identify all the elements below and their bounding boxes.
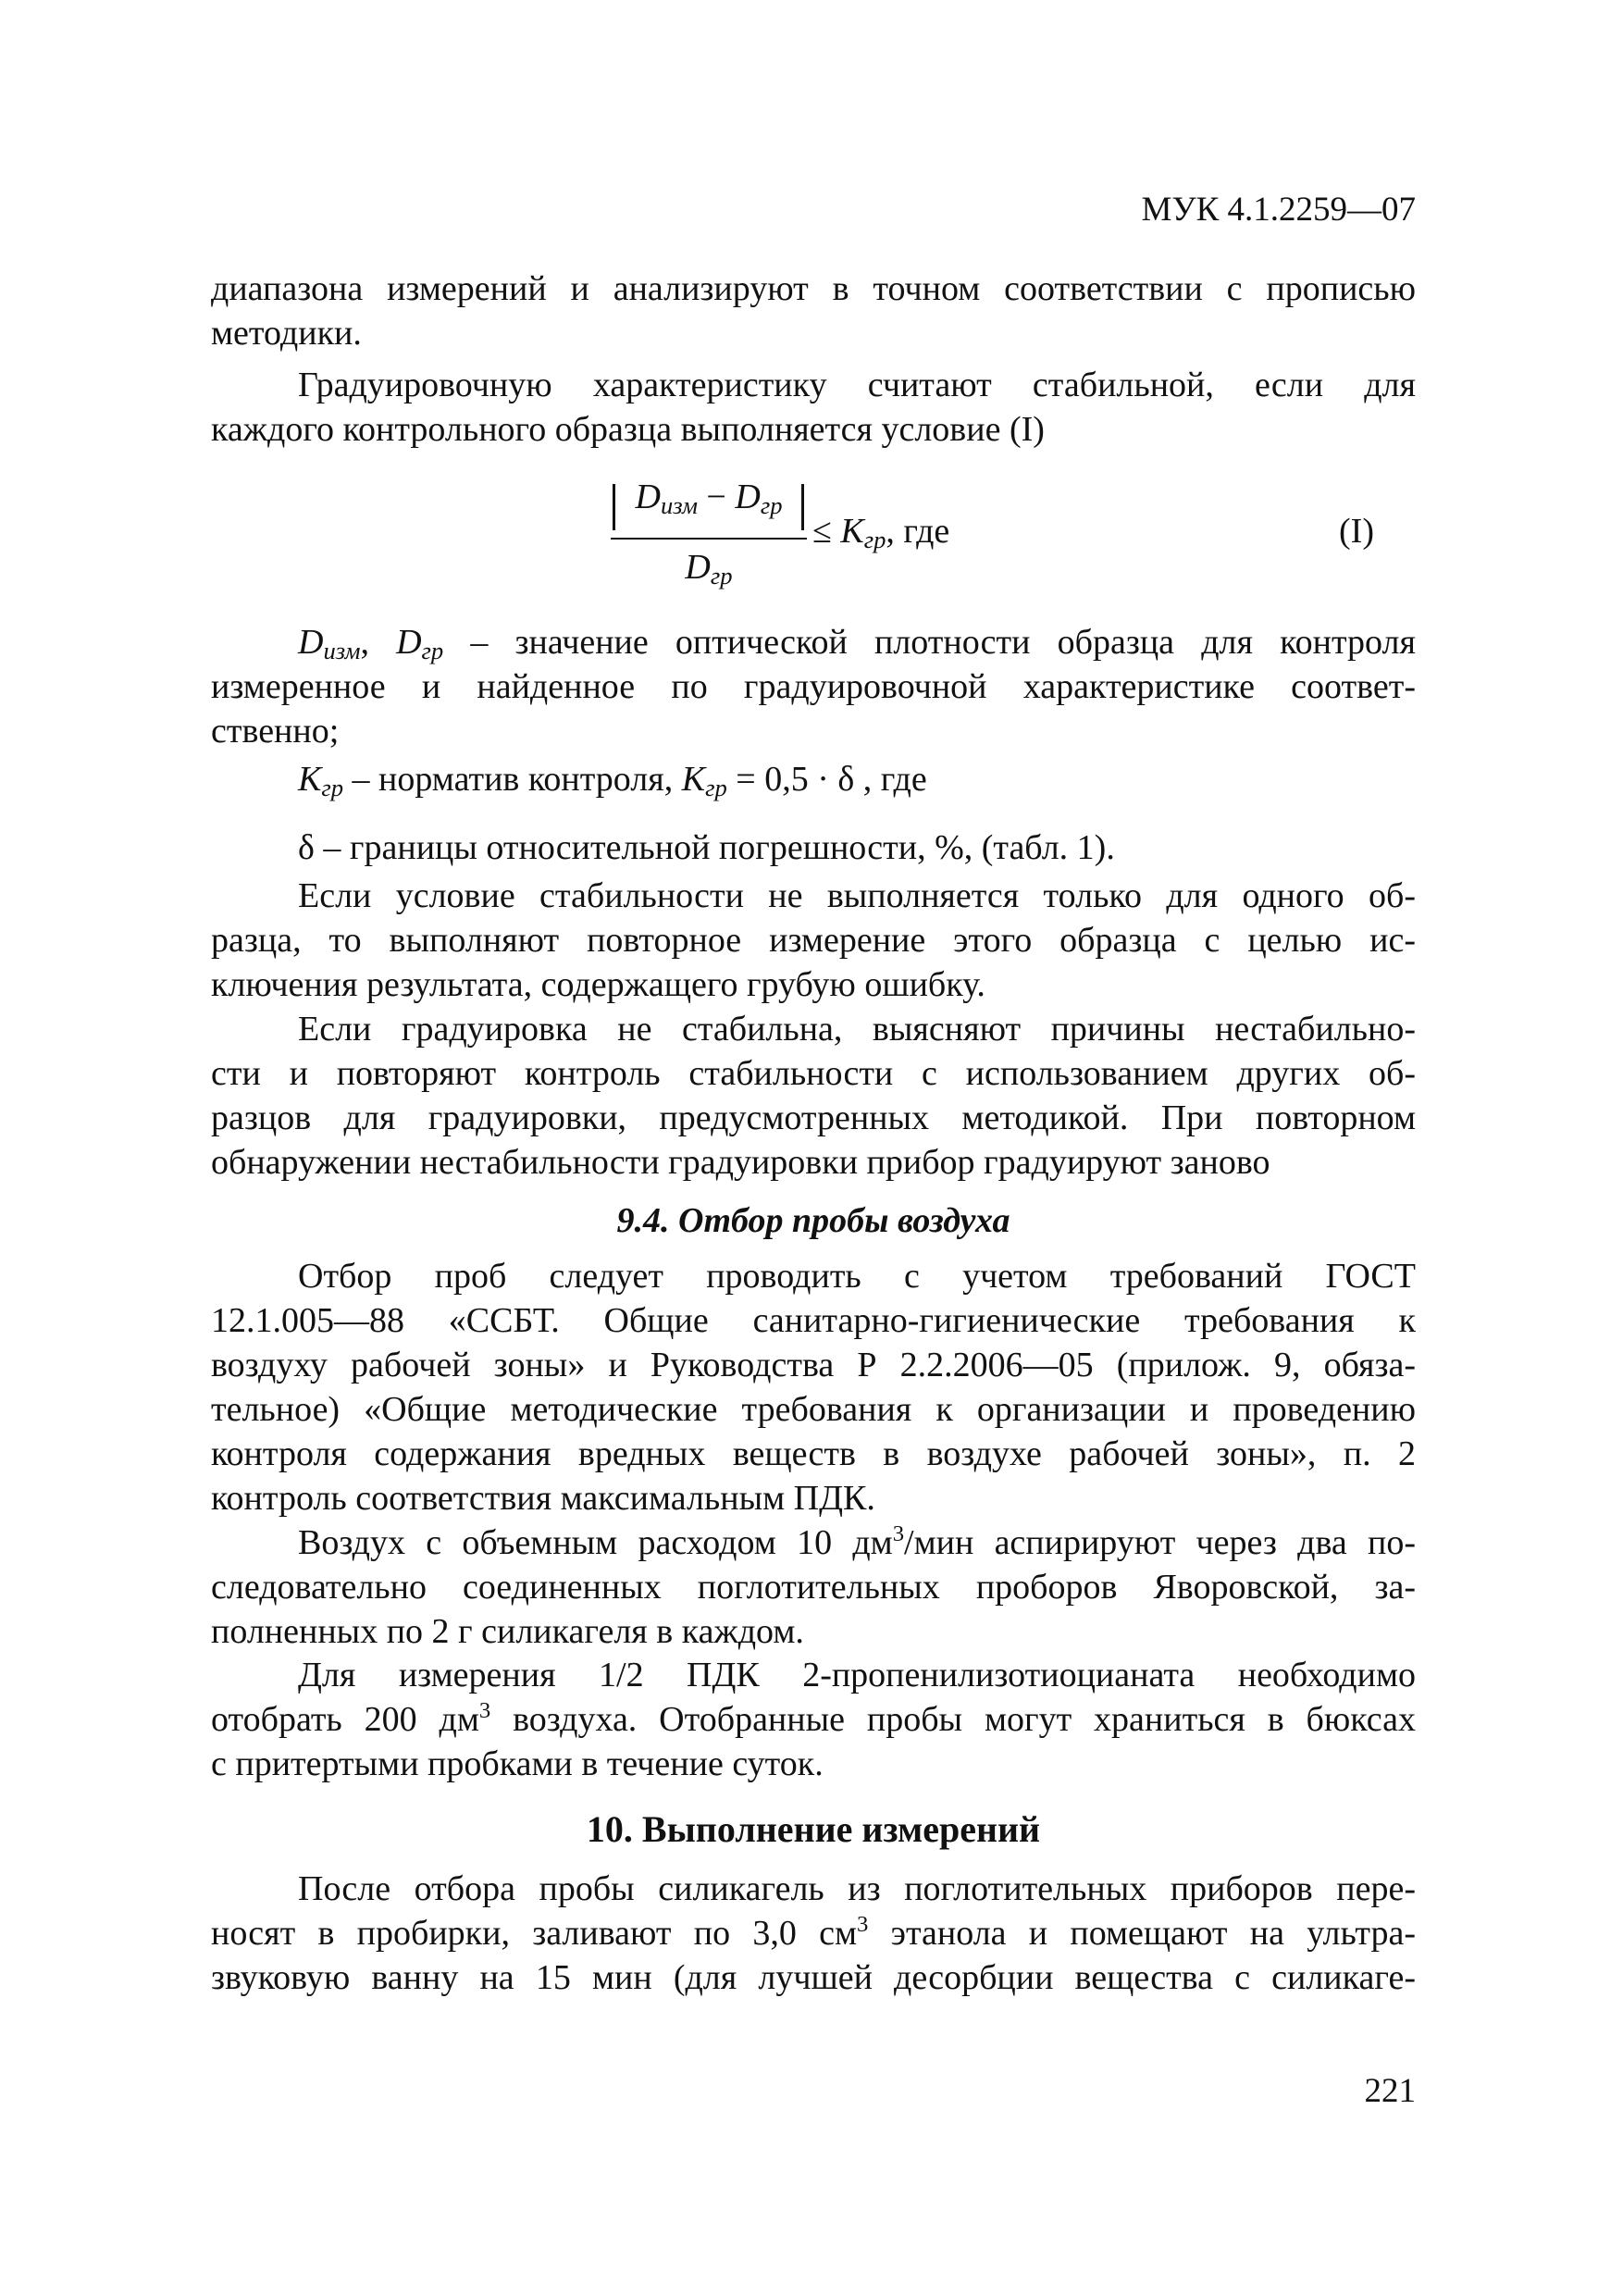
paragraph-calibration-stability: [211, 363, 1416, 452]
text-line: разца, то выполняют повторное измерение этого образца с целью ис-: [211, 921, 1416, 960]
text-line: полненных по 2 г силикагеля в каждом.: [211, 1612, 804, 1651]
text-line: воздуху рабочей зоны» и Руководства Р 2.2.2006—05 (прилож. 9, обяза-: [211, 1346, 1416, 1384]
text-line: Воздух с объемным расходом 10 $дм^3$/мин аспирируют через два по-: [298, 1521, 1416, 1562]
text-line: контроль соответствия максимальным ПДК.: [211, 1479, 875, 1518]
paragraph-sampling-requirements: [211, 1254, 1416, 1520]
definition-k: [211, 757, 1416, 801]
text-line: с притертыми пробками в течение суток.: [211, 1744, 824, 1783]
text-line: измеренное и найденное по градуировочной характеристике соответ-: [211, 667, 1416, 706]
text-line: Если условие стабильности не выполняется только для одного об-: [298, 876, 1416, 915]
text-line: После отбора пробы силикагель из поглотительных приборов пере-: [298, 1869, 1416, 1908]
paragraph-repeat-measurement: [211, 874, 1416, 1007]
text-line: разцов для градуировки, предусмотренных методикой. При повторном: [211, 1098, 1416, 1137]
text-line: обнаружении нестабильности градуировки прибор градуируют заново: [211, 1143, 1270, 1182]
text-line: Отбор проб следует проводить с учетом требований ГОСТ: [298, 1257, 1416, 1296]
formula-numerator: $D_{изм} - D_{гр}$: [635, 478, 783, 519]
text-line: звуковую ванну на 15 мин (для лучшей десорбции вещества с силикаге-: [211, 1958, 1416, 1997]
text-line: диапазона измерений и анализируют в точном соответствии с прописью: [211, 269, 1416, 308]
text-line: тельное) «Общие методические требования к организации и проведению: [211, 1390, 1416, 1429]
text-line: следовательно соединенных поглотительных проборов Яворовской, за-: [211, 1568, 1416, 1607]
text-line: 12.1.005—88 «ССБТ. Общие санитарно-гигиенические требования к: [211, 1301, 1416, 1340]
formula-stability-condition: [611, 477, 1416, 597]
text-line: ключения результата, содержащего грубую ошибку.: [211, 965, 985, 1004]
text-line: ственно;: [211, 712, 340, 751]
text-line: δ – границы относительной погрешности, %, (табл. 1).: [298, 828, 1115, 867]
formula-right-side: ≤ $K_{гр}$, где: [812, 512, 950, 553]
text-line: Градуировочную характеристику считают стабильной, если для: [298, 366, 1416, 404]
document-code-header: МУК 4.1.2259—07: [1141, 191, 1416, 229]
definition-d: [211, 620, 1416, 753]
text-line: $K_{гр}$ – норматив контроля, $K_{гр} = 0,5 \cdot \delta$ , где: [298, 760, 927, 801]
formula-denominator: $D_{гр}$: [685, 548, 733, 590]
text-line: Для измерения 1/2 ПДК 2-пропенилизотиоцианата необходимо: [298, 1656, 1416, 1694]
paragraph-sample-volume: [211, 1653, 1416, 1786]
text-line: Если градуировка не стабильна, выясняют причины нестабильно-: [298, 1010, 1416, 1049]
fraction-line: [611, 538, 807, 540]
text-line: сти и повторяют контроль стабильности с использованием других об-: [211, 1054, 1416, 1093]
paragraph-range: [211, 267, 1416, 355]
paragraph-unstable-calibration: [211, 1007, 1416, 1185]
text-line: отобрать 200 $дм^3$ воздуха. Отобранные пробы могут храниться в бюксах: [211, 1698, 1416, 1739]
section-heading-9-4: 9.4. Отбор пробы воздуха: [616, 1201, 1010, 1240]
equation-number: (I): [1339, 512, 1374, 551]
text-line: носят в пробирки, заливают по 3,0 $см^3$ этанола и помещают на ультра-: [211, 1912, 1416, 1953]
definition-delta: [211, 825, 1416, 870]
text-line: каждого контрольного образца выполняется условие (I): [211, 410, 1045, 449]
text-line: методики.: [211, 314, 362, 353]
paragraph-air-flow: [211, 1520, 1416, 1654]
abs-bar-right: [801, 484, 804, 530]
page-number: 221: [1364, 2072, 1416, 2110]
text-line: $D_{изм}$, $D_{гр}$ – значение оптической плотности образца для контроля: [298, 623, 1416, 664]
abs-bar-left: [613, 484, 615, 530]
section-heading-10: 10. Выполнение измерений: [586, 1808, 1041, 1850]
text-line: контроля содержания вредных веществ в воздухе рабочей зоны», п. 2: [211, 1434, 1416, 1473]
paragraph-measurement-procedure: [211, 1867, 1416, 2000]
